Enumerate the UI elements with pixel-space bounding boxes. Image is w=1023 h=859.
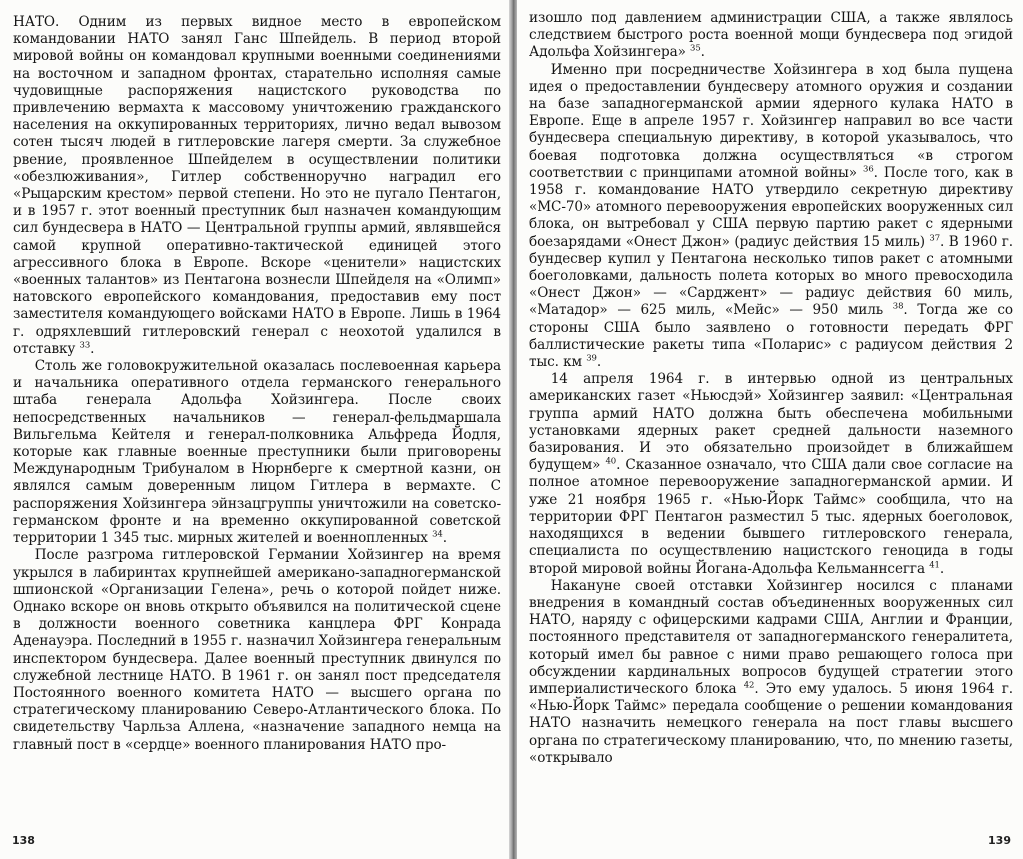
paragraph: Именно при посредничестве Хойзингера в ход была пущена идея о предоставлении бундесверу атомного оружия и создании на базе западногерманской армии ядерного кулака НАТО в Европе. Еще в апреле 1957 г. Хойзингер направил во все части бундесвера специальную директиву, в которой указывалось, что боевая подготовка должна осуществляться «в строгом соответствии с принципами атомной войны» $^{36}$. После того, как в 1958 г. командование НАТО утвердило секретную директиву «МС-70» атомного перевооружения европейских вооруженных сил блока, он вытребовал у США первую партию ракет с ядерными боезарядами «Онест Джон» (радиус действия 15 миль) $^{37}$. В 1960 г. бундесвер купил у Пентагона несколько типов ракет с атомными боеголовками, дальность полета которых во много превосходила «Онест Джон» — «Сарджент» — радиус действия 60 миль, «Матадор» — 625 миль, «Мейс» — 950 миль $^{38}$. Тогда же со стороны США было заявлено о готовности передать ФРГ баллистические ракеты типа «Поларис» с радиусом действия 2 тыс. км $^{39}$. [529, 61, 1013, 371]
footnote-ref[interactable]: 38 [892, 301, 904, 312]
footnote-ref[interactable]: 36 [863, 164, 874, 175]
page-number: 138 [12, 834, 35, 847]
footnote-ref[interactable]: 35 [690, 43, 701, 54]
left-page-text [13, 14, 501, 754]
left-page [0, 0, 509, 859]
footnote-ref[interactable]: 34 [432, 529, 443, 540]
footnote-ref[interactable]: 33 [79, 340, 91, 351]
footnote-ref[interactable]: 41 [929, 559, 940, 570]
footnote-ref[interactable]: 42 [743, 680, 755, 691]
paragraph: Столь же головокружительной оказалась послевоенная карьера и начальника оперативного отдела германского генерального штаба генерала Адольфа Хойзингера. После своих непосредственных начальников — генерал-фельдмаршала Вильгельма Кейтеля и генерал-полковника Альфреда Йодля, которые как главные военные преступники были приговорены Международным Трибуналом в Нюрнберге к смертной казни, он являлся самым доверенным лицом Гитлера в вермахте. С распоряжения Хойзингера эйнзацгруппы уничтожили на советско-германском фронте и на временно оккупированной советской территории 1 345 тыс. мирных жителей и военнопленных $^{34}$. [13, 358, 501, 547]
paragraph: изошло под давлением администрации США, а также являлось следствием быстрого роста военной мощи бундесвера под эгидой Адольфа Хойзингера» $^{35}$. [529, 10, 1013, 61]
page-number: 139 [988, 834, 1011, 847]
footnote-ref[interactable]: 40 [605, 456, 617, 467]
paragraph: После разгрома гитлеровской Германии Хойзингер на время укрылся в лабиринтах крупнейшей американо-западногерманской шпионской «Организации Гелена», речь о которой пойдет ниже. Однако вскоре он вновь открыто объявился на политической сцене в должности военного советника канцлера ФРГ Конрада Аденауэра. Последний в 1955 г. назначил Хойзингера генеральным инспектором бундесвера. Далее военный преступник двинулся по служебной лестнице НАТО. В 1961 г. он занял пост председателя Постоянного военного комитета НАТО — высшего органа по стратегическому планированию Северо-Атлантического блока. По свидетельству Чарльза Аллена, «назначение западного немца на главный пост в «сердце» военного планирования НАТО про- [13, 547, 501, 753]
paragraph: НАТО. Одним из первых видное место в европейском командовании НАТО занял Ганс Шпейдель. В период второй мировой войны он командовал крупными военными соединениями на восточном и западном фронтах, старательно исполняя самые чудовищные распоряжения нацистского руководства по привлечению вермахта к массовому уничтожению гражданского населения на оккупированных территориях, лично ведал вывозом сотен тысяч людей в гитлеровские лагеря смерти. За служебное рвение, проявленное Шпейделем в осуществлении политики «обезлюживания», Гитлер собственноручно наградил его «Рыцарским крестом» первой степени. Но это не пугало Пентагон, и в 1957 г. этот военный преступник был назначен командующим сил бундесвера в НАТО — Центральной группы армий, являвшейся самой крупной оперативно-тактической единицей этого агрессивного блока в Европе. Вскоре «ценители» нацистских «военных талантов» из Пентагона вознесли Шпейделя на «Олимп» натовского европейского командования, предоставив ему пост заместителя командующего войсками НАТО в Европе. Лишь в 1964 г. одряхлевший гитлеровский генерал с неохотой удалился в отставку $^{33}$. [13, 14, 501, 357]
paragraph: Накануне своей отставки Хойзингер носился с планами внедрения в командный состав объединенных вооруженных сил НАТО, наряду с офицерскими кадрами США, Англии и Франции, постоянного представителя от западногерманского генералитета, который имел бы равное с ними право решающего голоса при обсуждении кардинальных вопросов будущей стратегии этого империалистического блока $^{42}$. Это ему удалось. 5 июня 1964 г. «Нью-Йорк Таймс» передала сообщение о решении командования НАТО назначить немецкого генерала на пост главы высшего органа по стратегическому планированию, что, по мнению газеты, «открывало [529, 577, 1013, 766]
right-page [517, 0, 1023, 859]
footnote-ref[interactable]: 37 [929, 233, 941, 244]
paragraph: 14 апреля 1964 г. в интервью одной из центральных американских газет «Ньюсдэй» Хойзингер заявил: «Центральная группа армий НАТО должна быть обеспечена мобильными установками ядерных ракет средней дальности наземного базирования. И это обязательно произойдет в ближайшем будущем» $^{40}$. Сказанное означало, что США дали свое согласие на полное атомное перевооружение западногерманской армии. И уже 21 ноября 1965 г. «Нью-Йорк Таймс» сообщила, что на территории ФРГ Пентагон разместил 5 тыс. ядерных боеголовок, находящихся в ведении бывшего гитлеровского генерала, специалиста по осуществлению нацистского геноцида в годы второй мировой войны Йогана-Адольфа Кельманнсегга $^{41}$. [529, 371, 1013, 577]
book-gutter [509, 0, 517, 859]
footnote-ref[interactable]: 39 [586, 353, 597, 364]
right-page-text [529, 10, 1013, 767]
